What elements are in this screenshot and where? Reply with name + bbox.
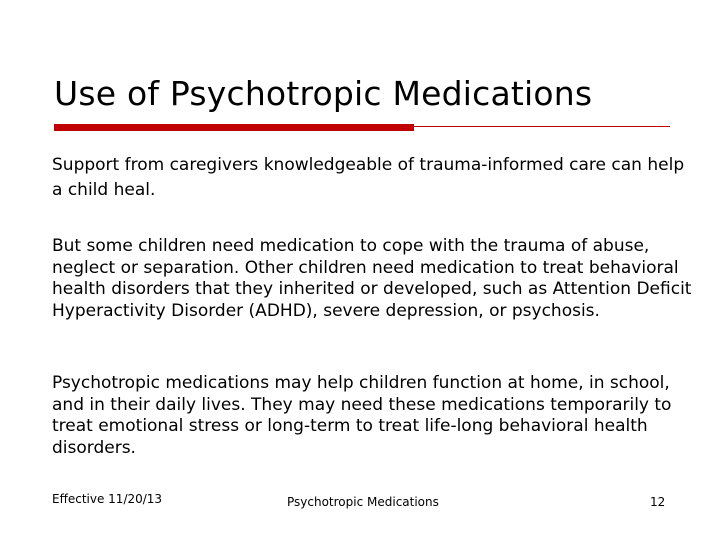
title-underline-accent [54,124,414,131]
page-number: 12 [650,495,666,509]
paragraph-caregiver-support: Support from caregivers knowledgeable of trauma-informed care can help a child heal. [52,155,685,200]
footer-title: Psychotropic Medications [287,495,439,509]
paragraph-medication-need: But some children need medication to cope with the trauma of abuse, neglect or separation. Other children need medication to treat behavioral health disorders that they inherited or developed, such as Attention Deficit Hyperactivity Disorder (ADHD), severe depression, or psychosis. [52,236,692,321]
paragraph-medication-benefits: Psychotropic medications may help children function at home, in school, and in their daily lives. They may need these medications temporarily to treat emotional stress or long-term to treat life-long behavioral health disorders. [52,373,672,458]
title-underline-thin [414,126,670,127]
slide-title: Use of Psychotropic Medications [54,74,593,113]
footer-date: Effective 11/20/13 [52,492,163,506]
